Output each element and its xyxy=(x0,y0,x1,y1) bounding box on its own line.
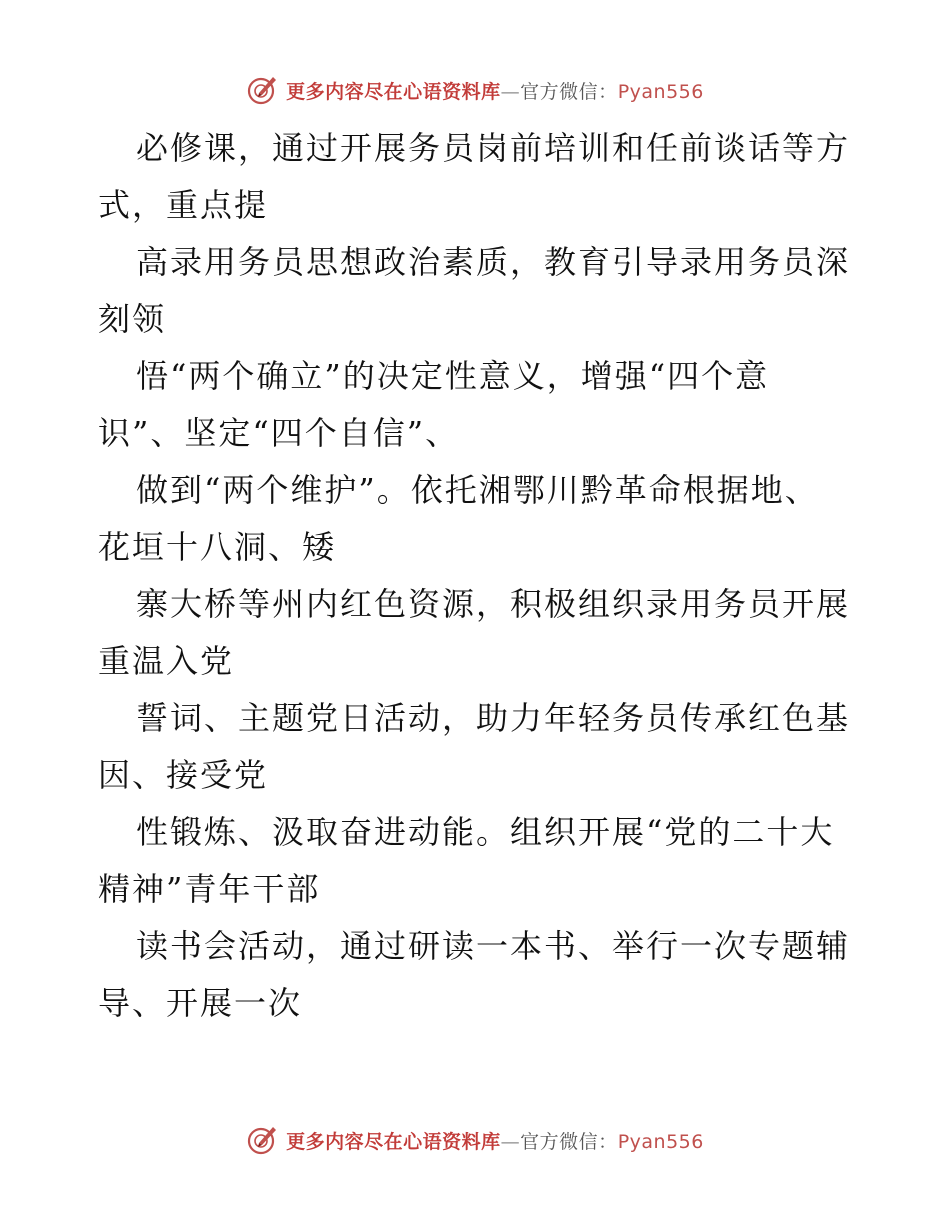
footer-watermark xyxy=(0,1120,950,1160)
text-line: 寨大桥等州内红色资源，积极组织录用务员开展 xyxy=(136,585,851,623)
text-line: 重温入党 xyxy=(98,642,235,680)
watermark-handle: Pyan556 xyxy=(617,80,704,103)
watermark-dash: — xyxy=(500,80,521,103)
text-line: 花垣十八洞、矮 xyxy=(98,528,337,566)
text-line: 识”、坚定“四个自信”、 xyxy=(98,414,460,452)
document-body xyxy=(98,120,858,1032)
pen-logo-icon xyxy=(246,1123,280,1157)
pen-logo-icon xyxy=(246,73,280,107)
watermark-label: 官方微信： xyxy=(520,80,618,103)
watermark-dash: — xyxy=(500,1130,521,1153)
watermark-site: 更多内容尽在心语资料库 xyxy=(286,1130,501,1153)
text-line: 必修课，通过开展务员岗前培训和任前谈话等方 xyxy=(136,129,851,167)
watermark-site: 更多内容尽在心语资料库 xyxy=(286,80,501,103)
text-line: 誓词、主题党日活动，助力年轻务员传承红色基 xyxy=(136,699,851,737)
watermark-label: 官方微信： xyxy=(520,1130,618,1153)
watermark-handle: Pyan556 xyxy=(617,1130,704,1153)
text-line: 刻领 xyxy=(98,300,167,338)
text-line: 做到“两个维护”。依托湘鄂川黔革命根据地、 xyxy=(136,471,819,509)
text-line: 悟“两个确立”的决定性意义，增强“四个意 xyxy=(136,357,770,395)
text-line: 导、开展一次 xyxy=(98,984,303,1022)
text-line: 因、接受党 xyxy=(98,756,269,794)
text-line: 性锻炼、汲取奋进动能。组织开展“党的二十大 xyxy=(136,813,835,851)
text-line: 高录用务员思想政治素质，教育引导录用务员深 xyxy=(136,243,851,281)
text-line: 读书会活动，通过研读一本书、举行一次专题辅 xyxy=(136,927,851,965)
text-line: 式，重点提 xyxy=(98,186,269,224)
watermark-text xyxy=(286,1127,704,1154)
header-watermark xyxy=(0,70,950,110)
text-line: 精神”青年干部 xyxy=(98,870,321,908)
watermark-text xyxy=(286,77,704,104)
